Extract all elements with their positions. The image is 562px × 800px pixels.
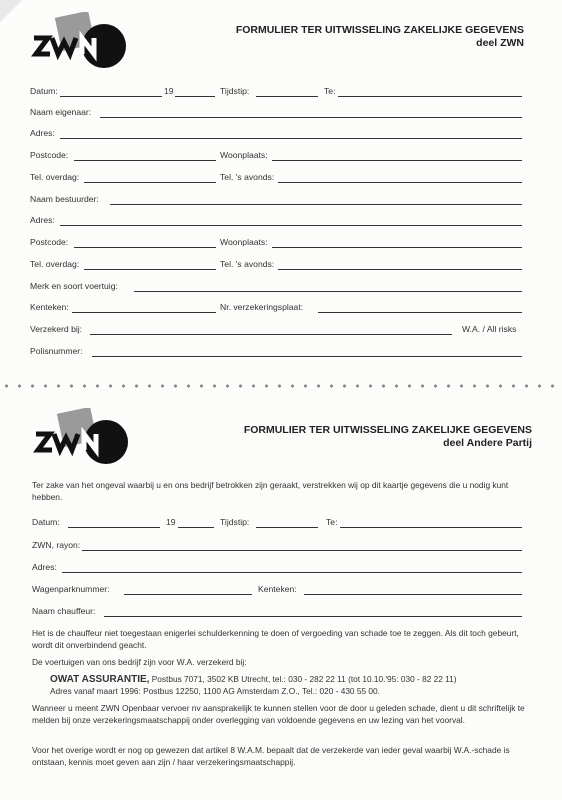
- intro-text: Ter zake van het ongeval waarbij u en ons bedrijf betrokken zijn geraakt, verstrekken wij op dit kaartje gegevens die u nodig kunt hebben.: [32, 480, 509, 502]
- year-field[interactable]: [175, 96, 215, 97]
- te-b-field[interactable]: [340, 527, 522, 528]
- naam-bestuurder-label: Naam bestuurder:: [30, 194, 99, 204]
- form-title-line1: FORMULIER TER UITWISSELING ZAKELIJKE GEGEVENS: [235, 24, 524, 36]
- adres-eigenaar-field[interactable]: [60, 138, 522, 139]
- aansprakelijk-paragraph: Wanneer u meent ZWN Openbaar vervoer nv aansprakelijk te kunnen stellen voor de door u geleden schade, dient u dit schriftelijk te melden bij onze verzekeringsmaatschappij onder overlegging van voldoende gegevens en uw lezing van het voorval.: [32, 703, 525, 725]
- wa-all-risks-label[interactable]: W.A. / All risks: [462, 324, 517, 334]
- insurer-name: OWAT ASSURANTIE,: [50, 674, 150, 685]
- naam-eigenaar-label: Naam eigenaar:: [30, 107, 92, 117]
- tel-overdag-bestuurder-field[interactable]: [84, 269, 216, 270]
- datum-b-field[interactable]: [68, 527, 160, 528]
- wagenparknummer-label: Wagenparknummer:: [32, 584, 110, 594]
- merk-voertuig-field[interactable]: [134, 291, 522, 292]
- adres-bestuurder-field[interactable]: [60, 225, 522, 226]
- insurer-address-line2: Adres vanaf maart 1996: Postbus 12250, 1100 AG Amsterdam Z.O., Tel.: 020 - 430 55 00.: [50, 685, 380, 696]
- zwn-rayon-label: ZWN, rayon:: [32, 540, 81, 550]
- form-title-bottom-line2: deel Andere Partij: [443, 437, 532, 449]
- tel-avonds-bestuurder-label: Tel. 's avonds:: [220, 259, 275, 269]
- wagenparknummer-field[interactable]: [124, 594, 252, 595]
- postcode-bestuurder-label: Postcode:: [30, 237, 69, 247]
- adres-b-label: Adres:: [32, 562, 57, 572]
- datum-b-label: Datum:: [32, 517, 60, 527]
- naam-eigenaar-field[interactable]: [100, 117, 522, 118]
- adres-eigenaar-label: Adres:: [30, 128, 55, 138]
- naam-chauffeur-label: Naam chauffeur:: [32, 606, 96, 616]
- postcode-bestuurder-field[interactable]: [74, 247, 216, 248]
- kenteken-b-field[interactable]: [304, 594, 522, 595]
- kenteken-label: Kenteken:: [30, 302, 69, 312]
- zwn-rayon-field[interactable]: [82, 550, 522, 551]
- page-corner-fold: [0, 0, 22, 22]
- tel-overdag-bestuurder-label: Tel. overdag:: [30, 259, 80, 269]
- verzekeringsplaat-label: Nr. verzekeringsplaat:: [220, 302, 304, 312]
- form-title-bottom: [244, 424, 532, 450]
- polisnummer-field[interactable]: [92, 356, 522, 357]
- adres-bestuurder-label: Adres:: [30, 215, 55, 225]
- wam-paragraph: Voor het overige wordt er nog op gewezen dat artikel 8 W.A.M. bepaalt dat de verzekerde van ieder geval waarbij W.A.-schade is ontstaan, kennis moet geven aan zijn / haar verzekeringsmaatschappij.: [32, 745, 510, 767]
- merk-voertuig-label: Merk en soort voertuig:: [30, 281, 118, 291]
- verzekerd-bij-label: Verzekerd bij:: [30, 324, 83, 334]
- woonplaats-eigenaar-label: Woonplaats:: [220, 150, 268, 160]
- polisnummer-label: Polisnummer:: [30, 346, 83, 356]
- insurer-block: [50, 674, 550, 697]
- naam-chauffeur-field[interactable]: [104, 616, 522, 617]
- tijdstip-b-label: Tijdstip:: [220, 517, 250, 527]
- form-title: [236, 24, 524, 50]
- te-label: Te:: [324, 86, 336, 96]
- zwn-logo: [28, 12, 128, 70]
- insurer-address-line1: Postbus 7071, 3502 KB Utrecht, tel.: 030 - 282 22 11 (tot 10.10.'95: 030 - 82 22 11): [149, 674, 457, 684]
- form-title-line2: deel ZWN: [476, 37, 524, 49]
- verzekeringsplaat-field[interactable]: [318, 312, 522, 313]
- naam-bestuurder-field[interactable]: [110, 204, 522, 205]
- verzekerd-bij-field[interactable]: [90, 334, 452, 335]
- tel-overdag-eigenaar-field[interactable]: [84, 182, 216, 183]
- postcode-eigenaar-field[interactable]: [74, 160, 216, 161]
- tijdstip-label: Tijdstip:: [220, 86, 250, 96]
- form-title-bottom-line1: FORMULIER TER UITWISSELING ZAKELIJKE GEGEVENS: [243, 424, 532, 436]
- datum-field[interactable]: [60, 96, 162, 97]
- woonplaats-eigenaar-field[interactable]: [272, 160, 522, 161]
- tijdstip-b-field[interactable]: [256, 527, 318, 528]
- perforation-line[interactable]: [0, 383, 562, 389]
- verzekerd-bij-paragraph: De voertuigen van ons bedrijf zijn voor W.A. verzekerd bij:: [32, 657, 247, 667]
- kenteken-b-label: Kenteken:: [258, 584, 297, 594]
- year-prefix-label: 19: [164, 86, 174, 96]
- te-b-label: Te:: [326, 517, 338, 527]
- te-field[interactable]: [338, 96, 522, 97]
- postcode-eigenaar-label: Postcode:: [30, 150, 69, 160]
- tel-avonds-eigenaar-field[interactable]: [278, 182, 522, 183]
- datum-label: Datum:: [30, 86, 58, 96]
- zwn-logo-bottom: [30, 408, 130, 466]
- schulderkenning-paragraph: Het is de chauffeur niet toegestaan enigerlei schulderkenning te doen of vergoeding van schade toe te zeggen. Als dit toch gebeurt, wordt dit onverbindend geacht.: [32, 628, 519, 650]
- woonplaats-bestuurder-label: Woonplaats:: [220, 237, 268, 247]
- adres-b-field[interactable]: [62, 572, 522, 573]
- kenteken-field[interactable]: [72, 312, 216, 313]
- year-b-field[interactable]: [178, 527, 214, 528]
- tel-avonds-eigenaar-label: Tel. 's avonds:: [220, 172, 275, 182]
- tel-avonds-bestuurder-field[interactable]: [278, 269, 522, 270]
- tijdstip-field[interactable]: [256, 96, 318, 97]
- year-b-label: 19: [166, 517, 176, 527]
- tel-overdag-eigenaar-label: Tel. overdag:: [30, 172, 80, 182]
- woonplaats-bestuurder-field[interactable]: [272, 247, 522, 248]
